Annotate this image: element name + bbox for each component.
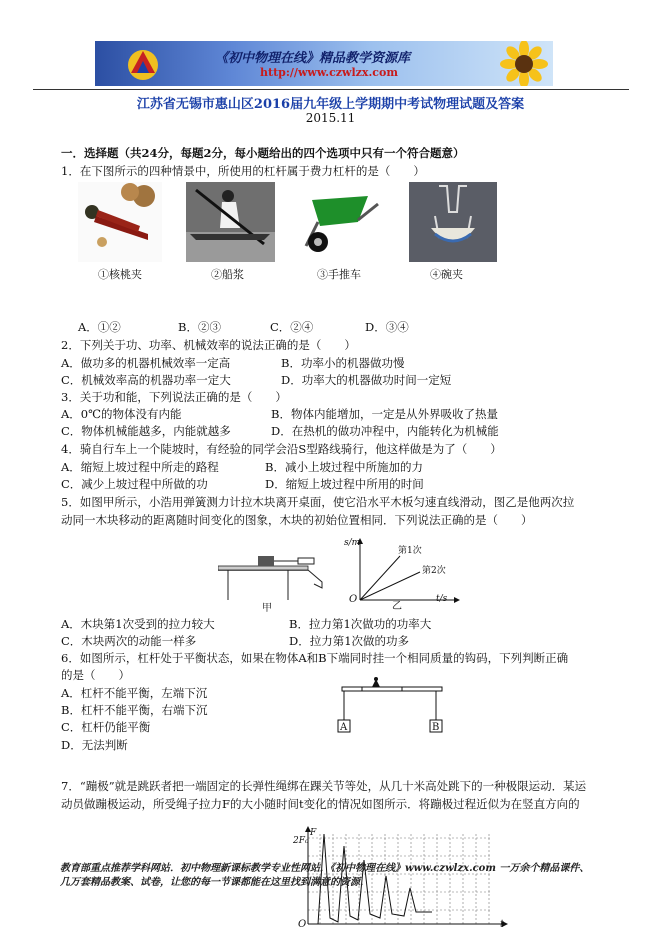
site-logo-icon bbox=[123, 43, 163, 83]
footer-line-2: 几万套精品教案、试卷，让您的每一节课都能在这里找到满意的资源． bbox=[60, 877, 370, 888]
q5-figure-jia bbox=[218, 552, 330, 614]
q1-option-b: B．②③ bbox=[178, 320, 221, 334]
sunflower-icon bbox=[495, 41, 553, 86]
q4-option-d: D．缩短上坡过程中所用的时间 bbox=[265, 477, 424, 491]
q2-option-b: B．功率小的机器做功慢 bbox=[281, 356, 405, 370]
q3-option-b: B．物体内能增加，一定是从外界吸收了热量 bbox=[271, 407, 498, 421]
q5-option-d: D．拉力第1次做的功多 bbox=[289, 634, 410, 648]
q2-option-a: A．做功多的机器机械效率一定高 bbox=[61, 356, 231, 370]
q1-caption-3: ③手推车 bbox=[317, 268, 361, 281]
doc-date: 2015.11 bbox=[305, 111, 356, 125]
q1-picture-wheelbarrow bbox=[298, 182, 382, 262]
q1-option-c: C．②④ bbox=[270, 320, 314, 334]
q6-option-c: C．杠杆仍能平衡 bbox=[61, 720, 151, 734]
banner-url[interactable]: http://www.czwlzx.com bbox=[260, 66, 398, 79]
q4-option-a: A．缩短上坡过程中所走的路程 bbox=[61, 460, 219, 474]
section-heading: 一．选择题（共24分，每题2分，每小题给出的四个选项中只有一个符合题意） bbox=[61, 146, 465, 160]
site-banner bbox=[95, 41, 553, 86]
q5-graph-line1-label: 第1次 bbox=[398, 546, 422, 556]
q7-stem-line2: 动员做蹦极运动，所受绳子拉力F的大小随时间t变化的情况如图所示．将蹦极过程近似为在竖直方向的 bbox=[61, 797, 580, 811]
q2-stem: 2．下列关于功、功率、机械效率的说法正确的是（ ） bbox=[61, 338, 356, 352]
q6-option-d: D．无法判断 bbox=[61, 738, 128, 752]
q5-graph-line2-label: 第2次 bbox=[422, 566, 446, 576]
q5-graph-origin: O bbox=[349, 594, 358, 605]
q1-picture-rowing bbox=[186, 182, 275, 262]
q6-label-b: B bbox=[432, 722, 440, 733]
q4-stem: 4．骑自行车上一个陡坡时，有经验的同学会沿S型路线骑行，他这样做是为了（ ） bbox=[61, 442, 502, 456]
q4-option-b: B．减小上坡过程中所施加的力 bbox=[265, 460, 423, 474]
q1-picture-nutcracker bbox=[78, 182, 162, 262]
q1-caption-1: ①核桃夹 bbox=[98, 268, 142, 281]
q7-graph-origin: O bbox=[298, 919, 307, 930]
q6-option-b: B．杠杆不能平衡，右端下沉 bbox=[61, 703, 208, 717]
q5-stem-line1: 5．如图甲所示，小浩用弹簧测力计拉木块离开桌面，使它沿水平木板匀速直线滑动，图乙是他两次拉 bbox=[61, 495, 575, 509]
nutcracker-icon bbox=[78, 182, 162, 262]
q2-option-c: C．机械效率高的机器功率一定大 bbox=[61, 373, 231, 387]
banner-title: 《初中物理在线》精品教学资源库 bbox=[215, 51, 411, 66]
q3-option-c: C．物体机械能越多，内能就越多 bbox=[61, 424, 231, 438]
wheelbarrow-icon bbox=[298, 182, 382, 262]
q5-option-a: A．木块第1次受到的拉力较大 bbox=[61, 617, 215, 631]
q3-option-a: A．0℃的物体没有内能 bbox=[61, 407, 182, 421]
doc-title: 江苏省无锡市惠山区2016届九年级上学期期中考试物理试题及答案 bbox=[136, 97, 525, 112]
page-footer bbox=[60, 862, 605, 890]
q6-stem-line1: 6．如图所示，杠杆处于平衡状态，如果在物体A和B下端同时挂一个相同质量的钩码，下列判断正确 bbox=[61, 651, 569, 665]
q5-option-c: C．木块两次的动能一样多 bbox=[61, 634, 197, 648]
q1-option-a: A．①② bbox=[78, 320, 121, 334]
header-rule bbox=[33, 89, 629, 90]
q5-graph-x-label: t/s bbox=[436, 594, 448, 604]
q4-option-c: C．减少上坡过程中所做的功 bbox=[61, 477, 208, 491]
q7-graph-y-label: F bbox=[310, 828, 317, 838]
q1-stem: 1．在下图所示的四种情景中，所使用的杠杆属于费力杠杆的是（ ） bbox=[61, 164, 425, 178]
q1-picture-bowl-clip bbox=[409, 182, 497, 262]
q6-option-a: A．杠杆不能平衡，左端下沉 bbox=[61, 686, 208, 700]
q1-caption-2: ②船浆 bbox=[211, 268, 244, 281]
rowing-icon bbox=[186, 182, 275, 262]
q2-option-d: D．功率大的机器做功时间一定短 bbox=[281, 373, 452, 387]
q5-option-b: B．拉力第1次做功的功率大 bbox=[289, 617, 432, 631]
q5-label-yi: 乙 bbox=[392, 601, 402, 612]
footer-line-1: 教育部重点推荐学科网站．初中物理新课标教学专业性网站．《初中物理在线》www.czwlzx.com 一万余个精品课件、 bbox=[60, 863, 590, 874]
q3-option-d: D．在热机的做功冲程中，内能转化为机械能 bbox=[271, 424, 499, 438]
q7-graph-y-tick: 2F₀ bbox=[293, 836, 309, 846]
q7-stem-line1: 7．“蹦极”就是跳跃者把一端固定的长弹性绳绑在踝关节等处，从几十米高处跳下的一种极限运动．某运 bbox=[61, 779, 587, 793]
bowl-clip-icon bbox=[409, 182, 497, 262]
q5-graph-y-label: s/m bbox=[344, 538, 361, 548]
q6-label-a: A bbox=[340, 722, 348, 733]
q3-stem: 3．关于功和能，下列说法正确的是（ ） bbox=[61, 390, 287, 404]
q7-graph-x-label: t bbox=[500, 919, 505, 930]
q5-label-jia: 甲 bbox=[262, 603, 272, 614]
q5-stem-line2: 动同一木块移动的距离随时间变化的图象，木块的初始位置相同．下列说法正确的是（ ） bbox=[61, 513, 533, 527]
q1-caption-4: ④碗夹 bbox=[430, 268, 463, 281]
q1-option-d: D．③④ bbox=[365, 320, 409, 334]
q6-stem-line2: 的是（ ） bbox=[61, 668, 130, 682]
